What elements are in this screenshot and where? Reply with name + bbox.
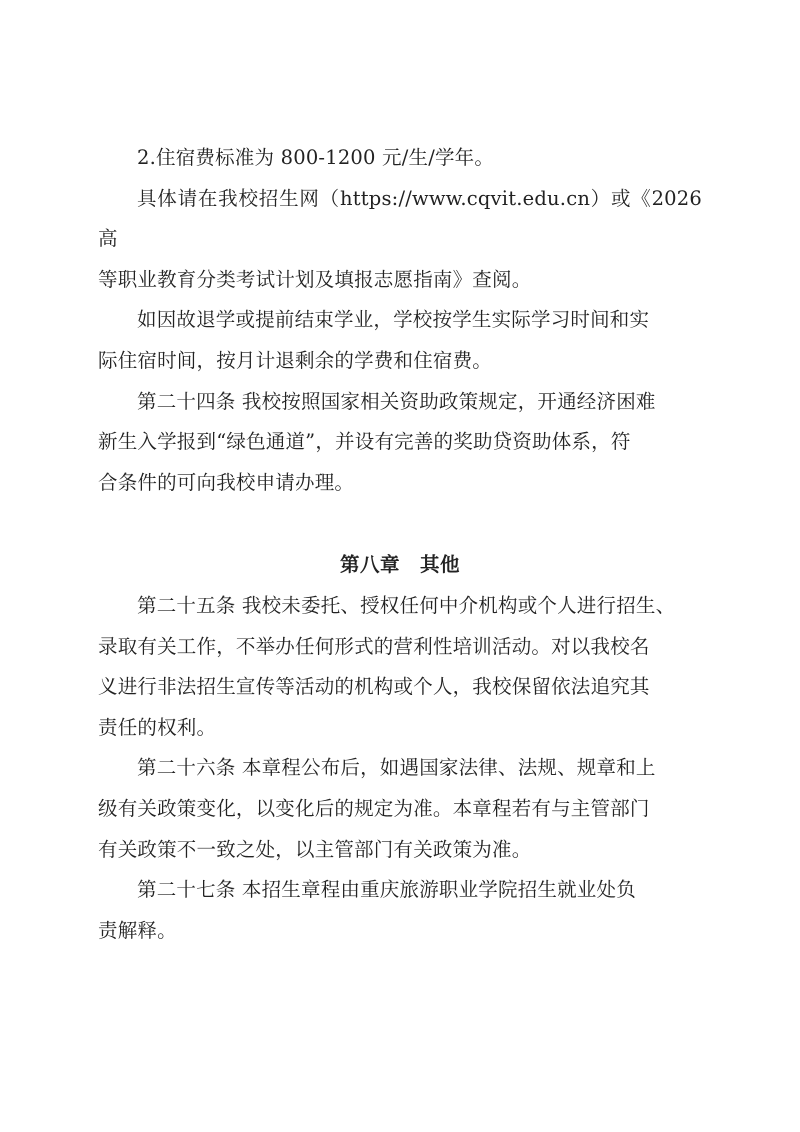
text-line: 录取有关工作，不举办任何形式的营利性培训活动。对以我校名 — [98, 634, 650, 658]
text-line: 具体请在我校招生网（https://www.cqvit.edu.cn）或《2026 高 — [98, 186, 702, 251]
text-line: 有关政策不一致之处，以主管部门有关政策为准。 — [98, 837, 532, 861]
text-line: 第二十六条 本章程公布后，如遇国家法律、法规、规章和上 — [137, 756, 656, 780]
text-line: 责解释。 — [98, 918, 177, 942]
text-line: 等职业教育分类考试计划及填报志愿指南》查阅。 — [98, 267, 532, 291]
text-line: 责任的权利。 — [98, 715, 217, 739]
paragraph-article-27 — [98, 870, 702, 951]
text-line: 第二十四条 我校按照国家相关资助政策规定，开通经济困难 — [137, 389, 656, 413]
section-spacer — [98, 503, 702, 545]
chapter-title: 第八章 其他 — [339, 553, 460, 577]
text-line: 级有关政策变化，以变化后的规定为准。本章程若有与主管部门 — [98, 796, 650, 820]
text-line: 义进行非法招生宣传等活动的机构或个人，我校保留依法追究其 — [98, 675, 650, 699]
document-body — [98, 138, 702, 951]
paragraph-article-24 — [98, 382, 702, 504]
text-line: 际住宿时间，按月计退剩余的学费和住宿费。 — [98, 348, 493, 372]
paragraph-article-25 — [98, 586, 702, 748]
text-line: 新生入学报到“绿色通道”，并设有完善的奖助贷资助体系，符 — [98, 430, 631, 454]
paragraph-website-reference — [98, 179, 702, 301]
text-line: 2.住宿费标准为 800-1200 元/生/学年。 — [137, 146, 495, 169]
paragraph-fee-standard — [98, 138, 702, 179]
paragraph-article-26 — [98, 748, 702, 870]
text-line: 如因故退学或提前结束学业，学校按学生实际学习时间和实 — [137, 308, 650, 332]
text-line: 第二十七条 本招生章程由重庆旅游职业学院招生就业处负 — [137, 878, 636, 902]
text-line: 第二十五条 我校未委托、授权任何中介机构或个人进行招生、 — [137, 593, 676, 617]
paragraph-refund-policy — [98, 300, 702, 381]
text-line: 合条件的可向我校申请办理。 — [98, 470, 355, 494]
